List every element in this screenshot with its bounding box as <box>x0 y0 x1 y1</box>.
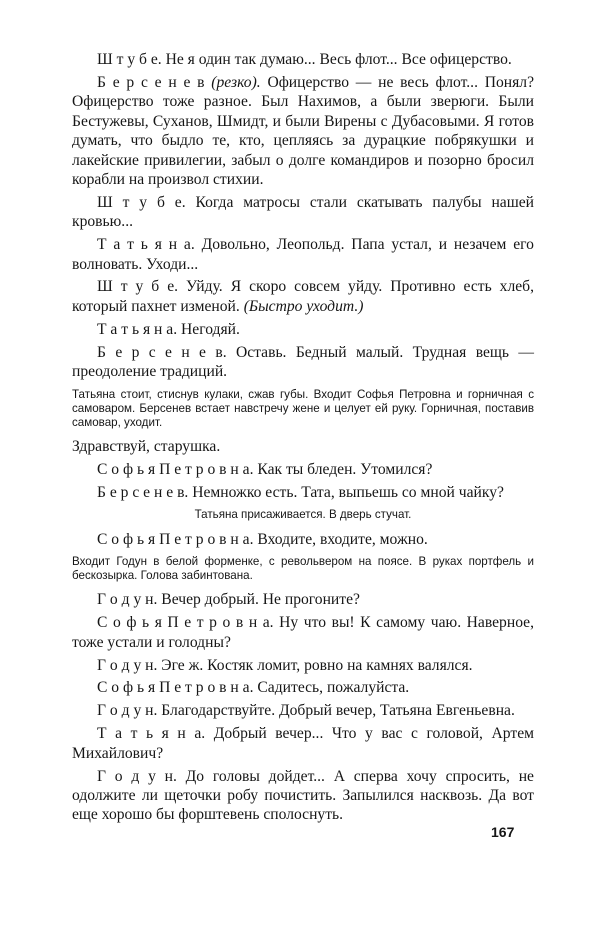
stage-direction: Татьяна стоит, стиснув кулаки, сжав губы. Входит Софья Петровна и горничная с самоваром. Берсенев встает навстречу жене и целует ей руку. Горничная, поставив самовар, уходит. <box>72 387 534 429</box>
line-text: Немножко есть. Тата, выпьешь со мной чайку? <box>188 483 504 501</box>
speaker-name: С о ф ь я П е т р о в н а. <box>97 530 254 548</box>
dialogue-line <box>72 460 534 479</box>
line-text: Благодарствуйте. Добрый вечер, Татьяна Евгеньевна. <box>157 702 515 720</box>
line-text: Как ты бледен. Утомился? <box>253 461 433 479</box>
dialogue-line <box>72 320 534 339</box>
dialogue-line <box>72 437 534 456</box>
line-text: Здравствуй, старушка. <box>72 438 221 456</box>
speaker-name: Г о д у н. <box>97 767 177 785</box>
line-text: Не я один так думаю... Весь флот... Все офицерство. <box>161 51 512 68</box>
line-text: Оставь. Бедный малый. Трудная вещь — преодоление традиций. <box>72 343 534 381</box>
dialogue-line <box>72 656 534 675</box>
speaker-name: С о ф ь я П е т р о в н а. <box>97 614 274 632</box>
play-text <box>72 50 534 828</box>
stage-direction: Входит Годун в белой форменке, с револьвером на поясе. В руках портфель и бескозырка. Голова забинтована. <box>72 554 534 583</box>
line-text: Офицерство — не весь флот... Понял? Офицерство тоже разное. Был Нахимов, а были зверюги. Были Бестужевы, Суханов, Шмидт, и были Вирены с Дубасовыми. Я готов думать, что быдло те, кто, цепляясь за дурацкие побрякушки и лакейские привилегии, забыл о долге командиров и позорно бросил корабли на произвол стихии. <box>72 73 535 188</box>
speaker-name: С о ф ь я П е т р о в н а. <box>97 679 254 697</box>
speaker-name: Т а т ь я н а. <box>97 236 195 254</box>
stage-remark: (Быстро уходит.) <box>239 297 364 315</box>
dialogue-line <box>72 50 534 69</box>
dialogue-line <box>72 73 534 189</box>
dialogue-line <box>72 530 534 549</box>
speaker-name: Ш т у б е. <box>97 278 179 296</box>
speaker-name: Т а т ь я н а. <box>97 320 178 338</box>
speaker-name: Б е р с е н е в. <box>97 343 227 361</box>
line-text: Негодяй. <box>177 320 240 338</box>
line-text: Довольно, Леопольд. Папа устал, и незачем его волновать. Уходи... <box>72 236 534 273</box>
speaker-name: Б е р с е н е в <box>97 73 205 91</box>
dialogue-line <box>72 724 534 763</box>
speaker-name: Б е р с е н е в. <box>97 483 189 501</box>
dialogue-line <box>72 277 534 316</box>
page-number: 167 <box>491 824 515 840</box>
dialogue-line <box>72 701 534 720</box>
stage-remark: (резко). <box>204 73 261 91</box>
line-text: Когда матросы стали скатывать палубы нашей кровью... <box>72 193 534 231</box>
line-text: До головы дойдет... А сперва хочу спросить, не одолжите ли щеточки робу почистить. Запылился насквозь. Да вот еще хорошо бы форштевень сполоснуть. <box>72 767 534 824</box>
stage-direction: Татьяна присаживается. В дверь стучат. <box>194 508 412 522</box>
dialogue-line <box>72 590 534 609</box>
line-text: Ну что вы! К самому чаю. Наверное, тоже устали и голодны? <box>72 614 534 651</box>
speaker-name: Г о д у н. <box>97 656 158 674</box>
line-text: Эге ж. Костяк ломит, ровно на камнях валялся. <box>157 656 473 674</box>
line-text: Вечер добрый. Не прогоните? <box>157 591 360 609</box>
speaker-name: Т а т ь я н а. <box>97 725 206 743</box>
dialogue-line <box>72 678 534 697</box>
line-text: Садитесь, пожалуйста. <box>253 679 410 697</box>
dialogue-line <box>72 767 534 825</box>
dialogue-line <box>72 483 534 502</box>
speaker-name: Ш т у б е. <box>97 51 162 68</box>
dialogue-line <box>72 193 534 232</box>
speaker-name: Г о д у н. <box>97 702 158 720</box>
line-text: Добрый вечер... Что у вас с головой, Артем Михайлович? <box>72 725 534 762</box>
line-text: Входите, входите, можно. <box>253 530 428 548</box>
dialogue-line <box>72 613 534 652</box>
speaker-name: Г о д у н. <box>97 591 158 609</box>
speaker-name: С о ф ь я П е т р о в н а. <box>97 461 254 479</box>
dialogue-line <box>72 235 534 274</box>
speaker-name: Ш т у б е. <box>97 193 186 211</box>
dialogue-line <box>72 343 534 382</box>
line-text: Уйду. Я скоро совсем уйду. Противно есть хлеб, который пахнет изменой. <box>72 278 534 315</box>
